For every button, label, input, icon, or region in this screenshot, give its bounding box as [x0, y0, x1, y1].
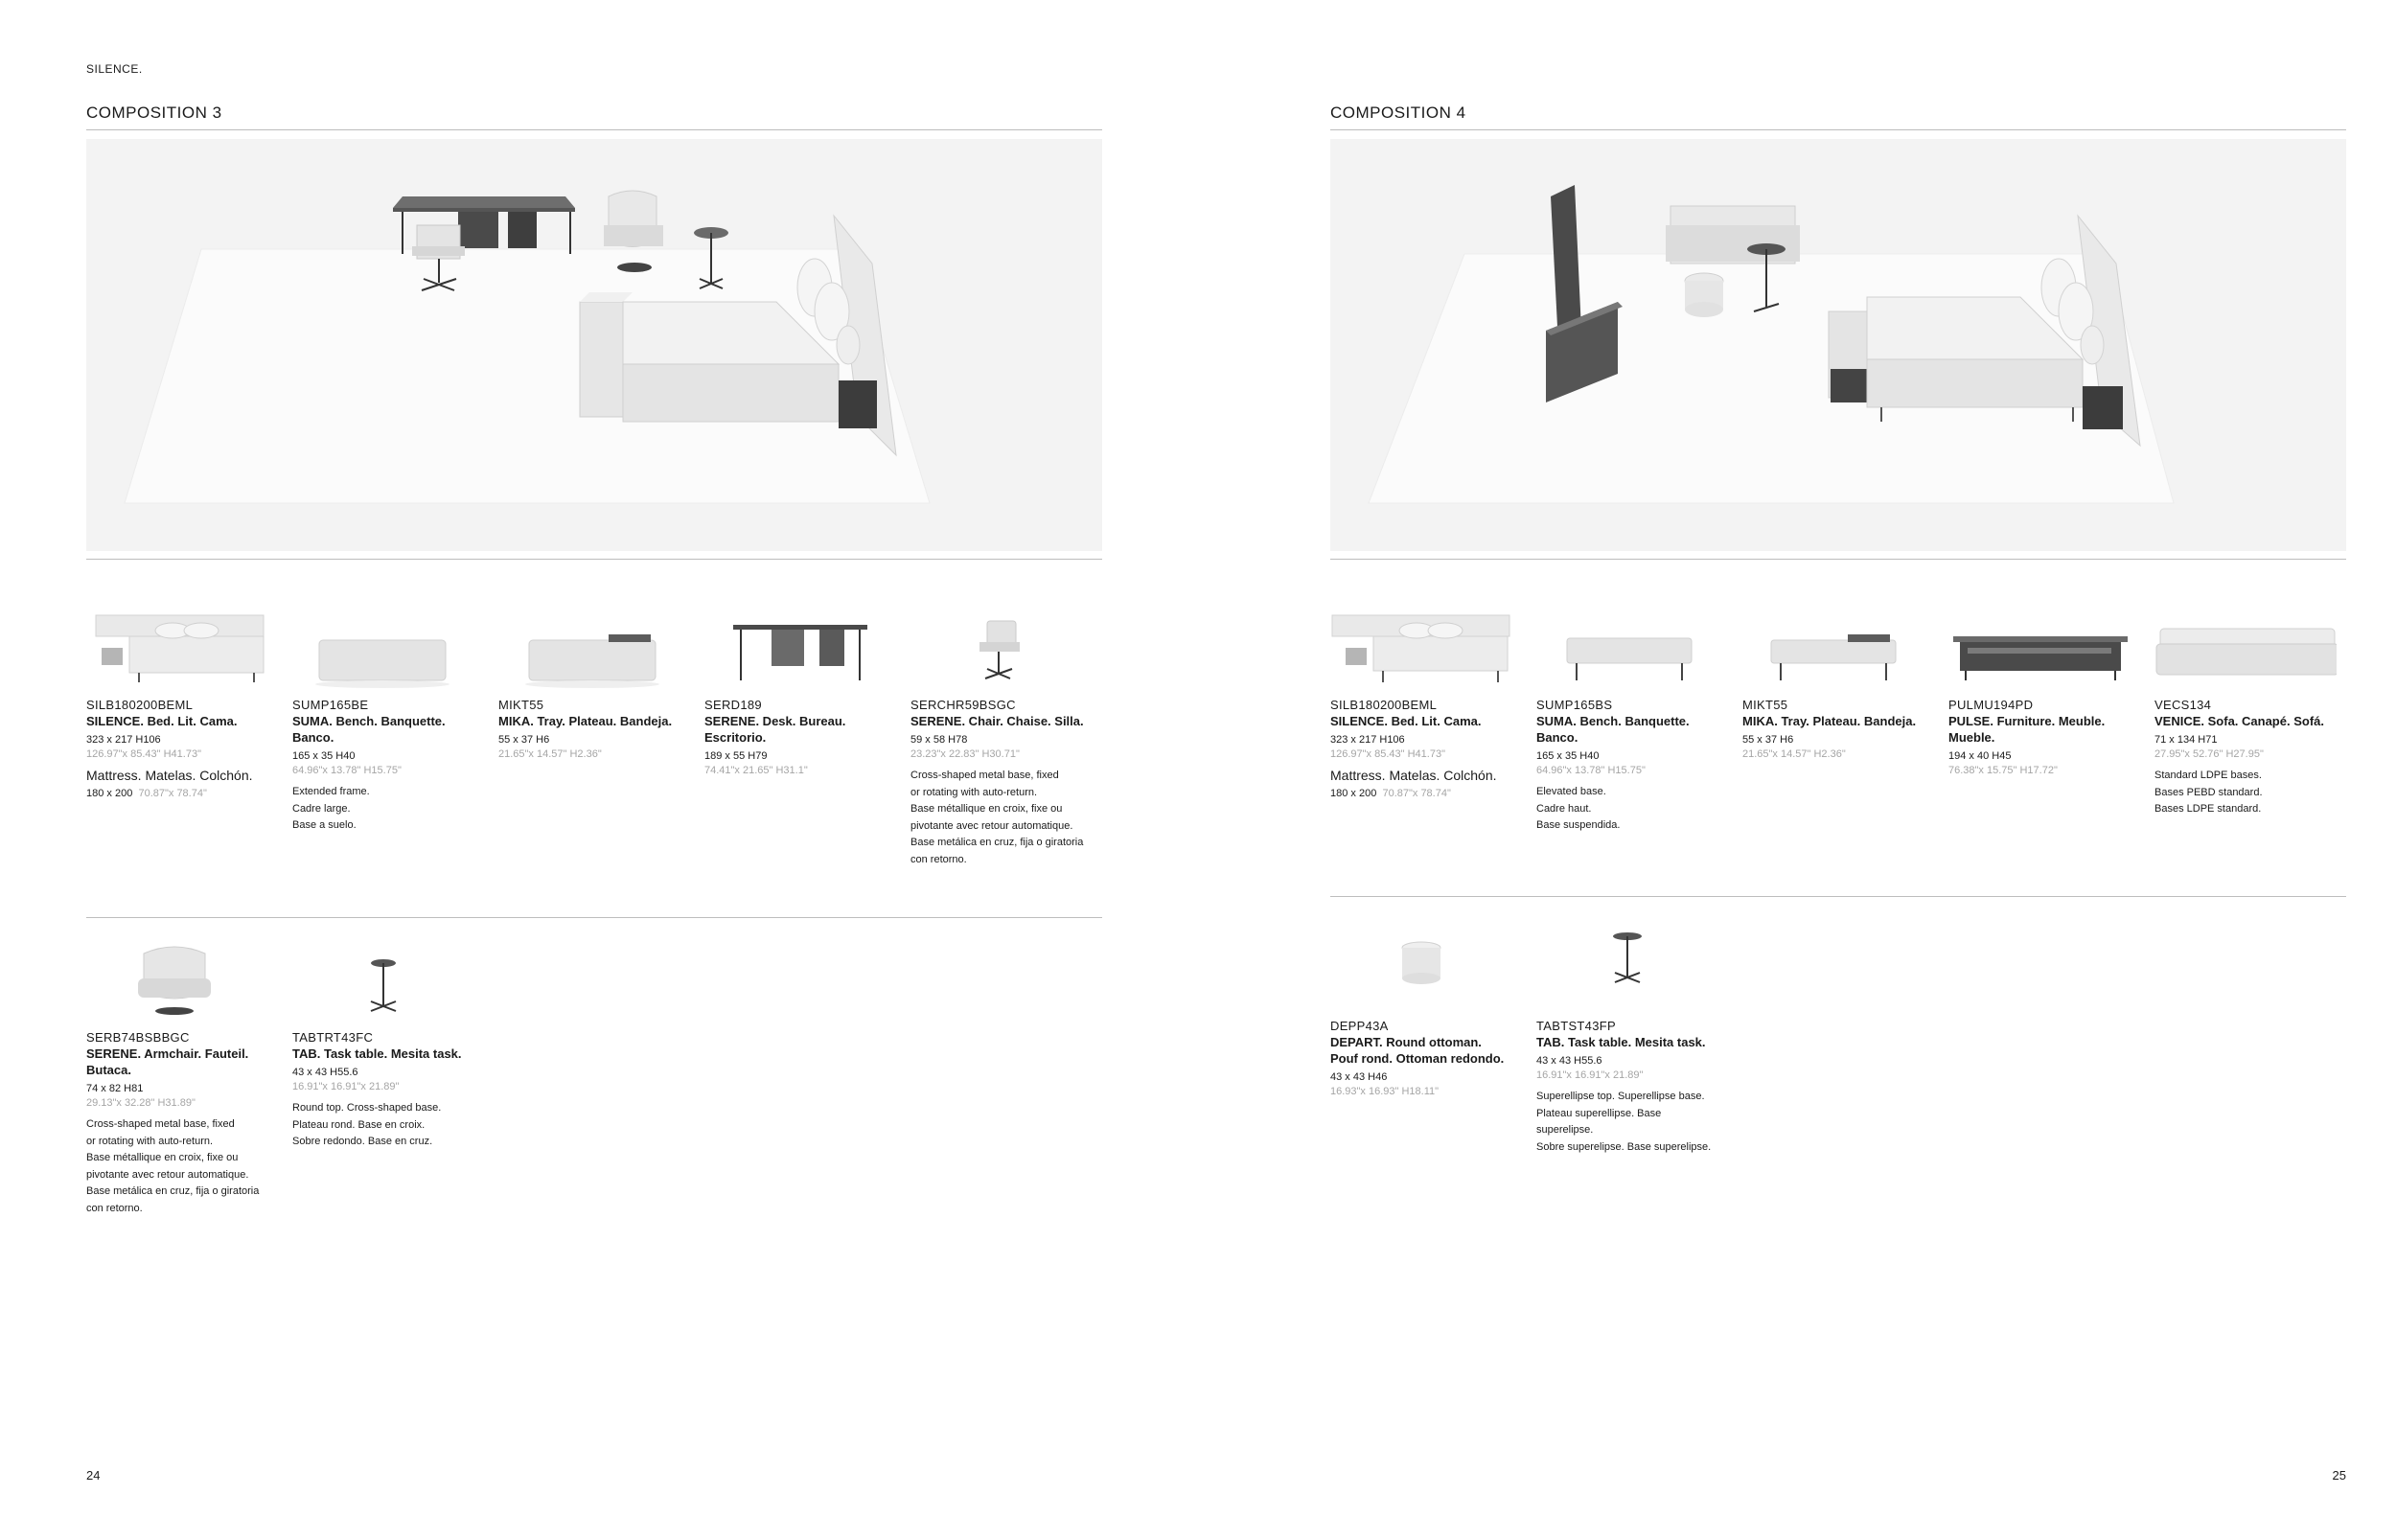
note-line: con retorno. — [86, 1202, 143, 1214]
product-name: TAB. Task table. Mesita task. — [1536, 1035, 1706, 1049]
note-line: Sobre redondo. Base en cruz. — [292, 1136, 433, 1147]
product-dimensions-inches: 64.96"x 13.78" H15.75" — [1536, 765, 1646, 776]
product-name: SUMA. Bench. Banquette. Banco. — [292, 714, 446, 745]
product-dimensions: 43 x 43 H55.6 — [1536, 1055, 1602, 1067]
product-dimensions-inches: 76.38"x 15.75" H17.72" — [1948, 765, 2058, 776]
product-dimensions-inches: 27.95"x 52.76" H27.95" — [2154, 748, 2264, 760]
note-line: Plateau rond. Base en croix. — [292, 1118, 426, 1131]
product-dimensions-inches: 126.97"x 85.43" H41.73" — [86, 748, 201, 760]
product-subitem: Mattress. Matelas. Colchón. — [86, 768, 253, 783]
product-dimensions: 165 x 35 H40 — [292, 750, 356, 762]
composition-title: COMPOSITION 3 — [86, 103, 222, 122]
product-dimensions-inches: 29.13"x 32.28" H31.89" — [86, 1097, 196, 1109]
product-dimensions-inches: 21.65"x 14.57" H2.36" — [1742, 748, 1846, 760]
product-code: SERB74BSBBGC — [86, 1030, 190, 1045]
note-line: Base métallique en croix, fixe ou — [86, 1152, 239, 1163]
note-line: Base suspendida. — [1536, 819, 1621, 831]
scene-divider — [1330, 559, 2346, 560]
product-name: MIKA. Tray. Plateau. Bandeja. — [498, 714, 673, 728]
ottoman-icon — [1330, 923, 1512, 1019]
composition-title: COMPOSITION 4 — [1330, 103, 1466, 122]
product-name: MIKA. Tray. Plateau. Bandeja. — [1742, 714, 1917, 728]
product-dimensions: 59 x 58 H78 — [910, 734, 968, 746]
product-code: SERD189 — [704, 698, 762, 712]
product-card — [1330, 602, 1512, 799]
product-name: SILENCE. Bed. Lit. Cama. — [86, 714, 238, 728]
page-number: 25 — [2332, 1468, 2346, 1483]
product-card — [86, 602, 268, 799]
product-dimensions: 189 x 55 H79 — [704, 750, 768, 762]
product-card — [1536, 923, 1718, 1156]
bench-legs-icon — [1536, 602, 1718, 698]
note-line: Bases PEBD standard. — [2154, 786, 2263, 798]
product-note — [292, 784, 474, 835]
product-card — [292, 602, 474, 835]
product-dimensions-inches: 16.91"x 16.91"x 21.89" — [292, 1081, 400, 1092]
product-name: SERENE. Desk. Bureau. Escritorio. — [704, 714, 846, 745]
scene-divider — [86, 559, 1102, 560]
composition-render — [1330, 139, 2346, 551]
product-code: MIKT55 — [498, 698, 544, 712]
product-name: PULSE. Furniture. Meuble. Mueble. — [1948, 714, 2106, 745]
product-subitem: Mattress. Matelas. Colchón. — [1330, 768, 1497, 783]
product-card — [910, 602, 1102, 868]
title-divider — [1330, 129, 2346, 130]
product-note — [2154, 768, 2346, 818]
product-code: MIKT55 — [1742, 698, 1788, 712]
desk-icon — [704, 602, 887, 698]
product-name: SUMA. Bench. Banquette. Banco. — [1536, 714, 1690, 745]
note-line: Base a suelo. — [292, 819, 357, 831]
product-card — [292, 934, 474, 1151]
product-name: SERENE. Armchair. Fauteil. Butaca. — [86, 1046, 249, 1077]
note-line: pivotante avec retour automatique. — [910, 819, 1073, 832]
bench-icon — [292, 602, 474, 698]
note-line: Extended frame. — [292, 786, 370, 797]
product-dimensions-inches: 21.65"x 14.57" H2.36" — [498, 748, 602, 760]
product-code: SERCHR59BSGC — [910, 698, 1016, 712]
product-card — [86, 934, 268, 1217]
product-note — [292, 1100, 474, 1151]
title-divider — [86, 129, 1102, 130]
product-note — [1536, 1089, 1718, 1156]
product-dimensions: 323 x 217 H106 — [1330, 734, 1405, 746]
product-code: TABTRT43FC — [292, 1030, 374, 1045]
note-line: Sobre superelipse. Base superelipse. — [1536, 1140, 1712, 1153]
product-dimensions: 323 x 217 H106 — [86, 734, 161, 746]
product-card — [704, 602, 887, 776]
note-line: Base metálica en cruz, fija o giratoria — [86, 1185, 260, 1197]
note-line: Base metálica en cruz, fija o giratoria — [910, 837, 1084, 848]
product-code: TABTST43FP — [1536, 1019, 1616, 1033]
product-dimensions-inches: 74.41"x 21.65" H31.1" — [704, 765, 808, 776]
product-code: DEPP43A — [1330, 1019, 1389, 1033]
product-code: VECS134 — [2154, 698, 2212, 712]
tray-bench-legs-icon — [1742, 602, 1924, 698]
product-name: DEPART. Round ottoman. Pouf rond. Ottoman redondo. — [1330, 1035, 1505, 1066]
note-line: Cadre haut. — [1536, 802, 1592, 815]
product-code: SILB180200BEML — [1330, 698, 1438, 712]
side-table-icon — [292, 934, 474, 1030]
product-card — [1330, 923, 1512, 1097]
product-dimensions-inches: 16.91"x 16.91"x 21.89" — [1536, 1069, 1644, 1081]
sofa-icon — [2154, 602, 2337, 698]
note-line: Plateau superellipse. Base superelipse. — [1536, 1107, 1662, 1136]
note-line: con retorno. — [910, 853, 967, 865]
product-dimensions: 55 x 37 H6 — [498, 734, 550, 746]
page-right — [1330, 0, 2346, 1540]
product-code: PULMU194PD — [1948, 698, 2034, 712]
product-dimensions: 43 x 43 H55.6 — [292, 1067, 358, 1078]
side-table-icon — [1536, 923, 1718, 1019]
product-dimensions: 74 x 82 H81 — [86, 1083, 144, 1094]
product-dimensions-inches: 16.93"x 16.93" H18.11" — [1330, 1086, 1440, 1097]
note-line: pivotante avec retour automatique. — [86, 1168, 249, 1181]
product-card — [1536, 602, 1718, 835]
page-left — [86, 0, 1102, 1540]
composition-render — [86, 139, 1102, 551]
product-name: SERENE. Chair. Chaise. Silla. — [910, 714, 1084, 728]
note-line: Cross-shaped metal base, fixed — [910, 770, 1059, 781]
note-line: or rotating with auto-return. — [910, 786, 1038, 798]
product-name: SILENCE. Bed. Lit. Cama. — [1330, 714, 1482, 728]
subitem-dimensions — [1330, 788, 1512, 799]
product-note — [910, 768, 1102, 868]
product-card — [2154, 602, 2346, 818]
tv-unit-icon — [1948, 602, 2131, 698]
note-line: Cross-shaped metal base, fixed — [86, 1118, 235, 1130]
product-note — [86, 1116, 268, 1217]
note-line: or rotating with auto-return. — [86, 1135, 214, 1147]
note-line: Round top. Cross-shaped base. — [292, 1102, 442, 1114]
product-dimensions-inches: 126.97"x 85.43" H41.73" — [1330, 748, 1445, 760]
product-card — [498, 602, 680, 760]
product-dimensions: 55 x 37 H6 — [1742, 734, 1794, 746]
note-line: Cadre large. — [292, 802, 351, 815]
product-code: SUMP165BS — [1536, 698, 1613, 712]
product-dimensions: 194 x 40 H45 — [1948, 750, 2012, 762]
product-note — [1536, 784, 1718, 835]
product-name: VENICE. Sofa. Canapé. Sofá. — [2154, 714, 2324, 728]
subitem-inches: 70.87"x 78.74" — [1382, 788, 1451, 799]
note-line: Superellipse top. Superellipse base. — [1536, 1091, 1705, 1102]
chair-icon — [910, 602, 1093, 698]
tray-bench-icon — [498, 602, 680, 698]
row-divider — [1330, 896, 2346, 897]
product-code: SUMP165BE — [292, 698, 369, 712]
armchair-icon — [86, 934, 268, 1030]
brand-name: SILENCE. — [86, 62, 143, 76]
product-dimensions-inches: 23.23"x 22.83" H30.71" — [910, 748, 1020, 760]
product-dimensions-inches: 64.96"x 13.78" H15.75" — [292, 765, 402, 776]
product-dimensions: 165 x 35 H40 — [1536, 750, 1600, 762]
page-number: 24 — [86, 1468, 101, 1483]
subitem-dims: 180 x 200 — [1330, 788, 1377, 799]
bed-icon — [86, 602, 268, 698]
subitem-inches: 70.87"x 78.74" — [138, 788, 207, 799]
bed-icon — [1330, 602, 1512, 698]
product-card — [1742, 602, 1924, 760]
product-dimensions: 43 x 43 H46 — [1330, 1071, 1388, 1083]
product-dimensions: 71 x 134 H71 — [2154, 734, 2218, 746]
product-code: SILB180200BEML — [86, 698, 194, 712]
note-line: Standard LDPE bases. — [2154, 770, 2262, 781]
subitem-dimensions — [86, 788, 268, 799]
note-line: Bases LDPE standard. — [2154, 803, 2262, 815]
row-divider — [86, 917, 1102, 918]
note-line: Base métallique en croix, fixe ou — [910, 803, 1063, 815]
product-name: TAB. Task table. Mesita task. — [292, 1046, 462, 1061]
note-line: Elevated base. — [1536, 786, 1606, 797]
subitem-dims: 180 x 200 — [86, 788, 133, 799]
product-card — [1948, 602, 2131, 776]
